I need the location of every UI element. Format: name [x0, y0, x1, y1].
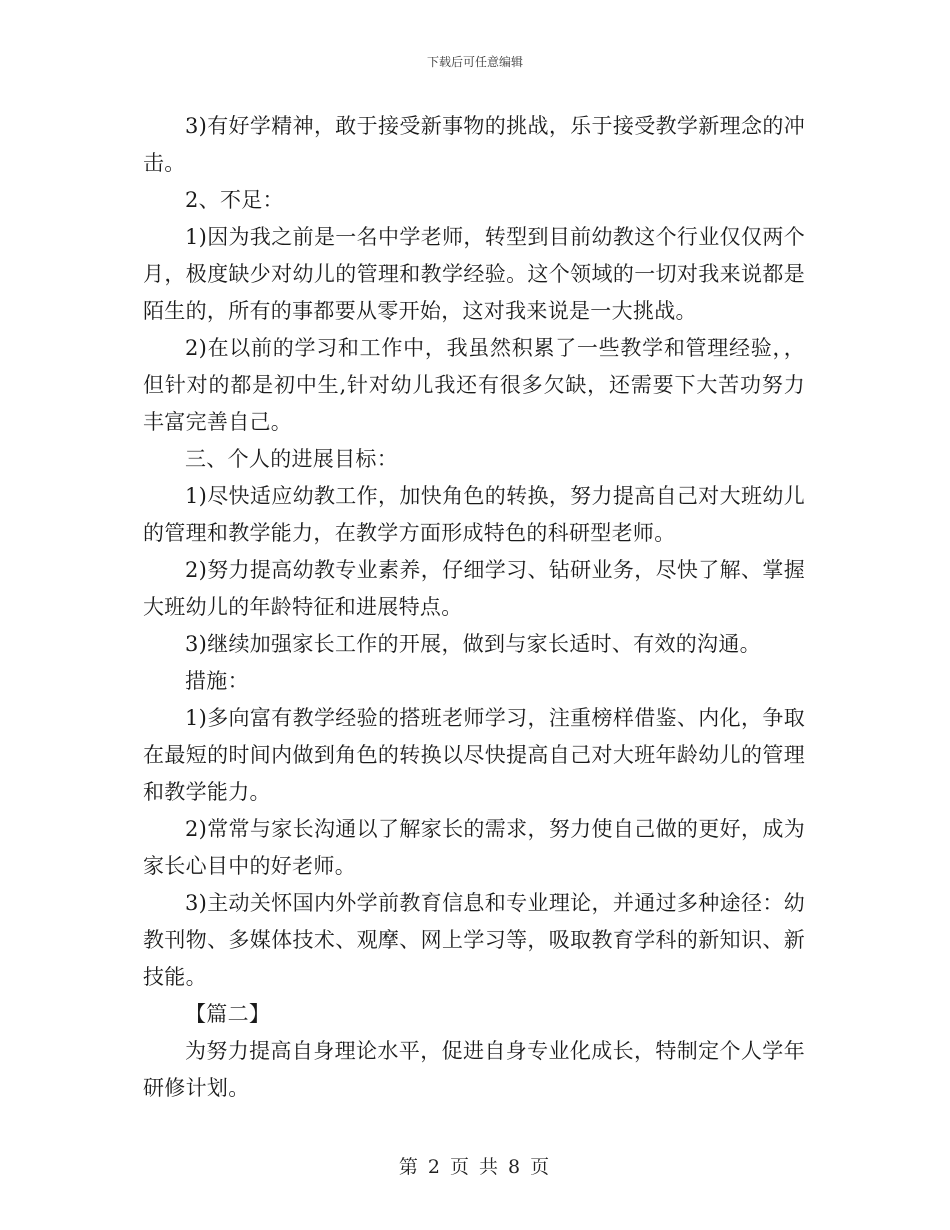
section-heading: 三、个人的进展目标： [185, 447, 398, 471]
paragraph: 2)常常与家长沟通以了解家长的需求，努力使自己做的更好，成为家长心目中的好老师。 [143, 817, 805, 878]
paragraph: 1)多向富有教学经验的搭班老师学习，注重榜样借鉴、内化，争取在最短的时间内做到角色的转换以尽快提高自己对大班年龄幼儿的管理和教学能力。 [143, 706, 805, 804]
page-header: 下载后可任意编辑 [426, 55, 523, 69]
paragraph: 2)在以前的学习和工作中，我虽然积累了一些教学和管理经验，，但针对的都是初中生,针对幼儿我还有很多欠缺，还需要下大苦功努力丰富完善自己。 [143, 336, 805, 434]
document-body [143, 108, 805, 1107]
paragraph: 1)因为我之前是一名中学老师，转型到目前幼教这个行业仅仅两个月，极度缺少对幼儿的管理和教学经验。这个领域的一切对我来说都是陌生的，所有的事都要从零开始，这对我来说是一大挑战。 [143, 225, 805, 323]
paragraph: 3)继续加强家长工作的开展，做到与家长适时、有效的沟通。 [185, 632, 761, 656]
section-heading: 措施： [185, 669, 249, 693]
paragraph: 3)有好学精神，敢于接受新事物的挑战，乐于接受教学新理念的冲击。 [143, 114, 805, 175]
section-heading: 2、不足： [185, 188, 284, 212]
paragraph: 3)主动关怀国内外学前教育信息和专业理论，并通过多种途径：幼教刊物、多媒体技术、观摩、网上学习等，吸取教育学科的新知识、新技能。 [143, 891, 805, 989]
section-heading: 【篇二】 [185, 1002, 271, 1026]
paragraph: 2)努力提高幼教专业素养，仔细学习、钻研业务，尽快了解、掌握大班幼儿的年龄特征和进展特点。 [143, 558, 805, 619]
paragraph: 为努力提高自身理论水平，促进自身专业化成长，特制定个人学年研修计划。 [143, 1039, 805, 1100]
paragraph: 1)尽快适应幼教工作，加快角色的转换，努力提高自己对大班幼儿的管理和教学能力，在教学方面形成特色的科研型老师。 [143, 484, 805, 545]
page-footer: 第 2 页 共 8 页 [398, 1156, 552, 1178]
